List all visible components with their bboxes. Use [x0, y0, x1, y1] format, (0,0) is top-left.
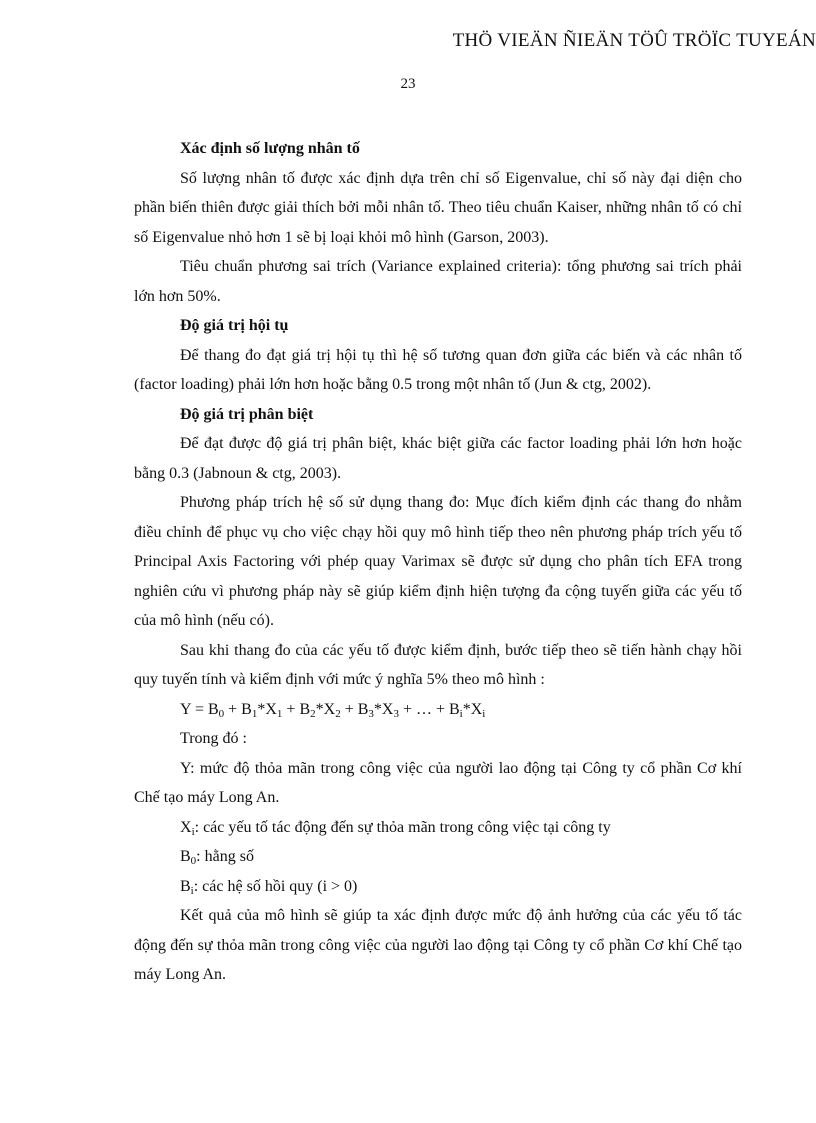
paragraph-variance-explained: Tiêu chuẩn phương sai trích (Variance explained criteria): tổng phương sai trích phải lớn hơn 50%. [134, 258, 742, 305]
definition-bi: $B_i$: các hệ số hồi quy (i > 0) [180, 877, 358, 897]
paragraph-conclusion: Kết quả của mô hình sẽ giúp ta xác định được mức độ ảnh hưởng của các yếu tố tác động đến sự thỏa mãn trong công việc của người lao động tại Công ty cổ phần Cơ khí Chế tạo máy Long An. [134, 907, 742, 983]
page-number: 23 [400, 76, 416, 92]
document-body [134, 134, 742, 990]
definition-x: $X_i$: các yếu tố tác động đến sự thỏa mãn trong công việc tại công ty [180, 818, 611, 838]
regression-formula: $Y = B_0 + B_1*X_1 + B_2*X_2 + B_3*X_3$ + … + $B_i*X_i$ [180, 700, 486, 720]
heading-discriminant-validity: Độ giá trị phân biệt [180, 405, 314, 423]
paragraph-factor-loading: Để thang đo đạt giá trị hội tụ thì hệ số tương quan đơn giữa các biến và các nhân tố (factor loading) phải lớn hơn hoặc bằng 0.5 trong một nhân tố (Jun & ctg, 2002). [134, 346, 742, 393]
paragraph-discriminant: Để đạt được độ giá trị phân biệt, khác biệt giữa các factor loading phải lớn hơn hoặc bằng 0.3 (Jabnoun & ctg, 2003). [134, 435, 742, 482]
paragraph-eigenvalue: Số lượng nhân tố được xác định dựa trên chỉ số Eigenvalue, chỉ số này đại diện cho phần biến thiên được giải thích bởi mỗi nhân tố. Theo tiêu chuẩn Kaiser, những nhân tố có chỉ số Eigenvalue nhỏ hơn 1 sẽ bị loại khỏi mô hình (Garson, 2003). [134, 169, 742, 246]
heading-number-of-factors: Xác định số lượng nhân tố [180, 140, 360, 157]
definition-y: Y: mức độ thỏa mãn trong công việc của người lao động tại Công ty cổ phần Cơ khí Chế tạo máy Long An. [134, 759, 742, 806]
paragraph-extraction-method: Phương pháp trích hệ số sử dụng thang đo: Mục đích kiểm định các thang đo nhằm điều chỉnh để phục vụ cho việc chạy hồi quy mô hình tiếp theo nên phương pháp trích yếu tố Principal Axis Factoring với phép quay Varimax sẽ được sử dụng cho phân tích EFA trong nghiên cứu vì phương pháp này sẽ giúp kiểm định hiện tượng đa cộng tuyến giữa các yếu tố của mô hình (nếu có). [134, 494, 742, 629]
heading-convergent-validity: Độ giá trị hội tụ [180, 317, 289, 334]
definition-b0: $B_0$: hằng số [180, 848, 254, 867]
definitions-intro: Trong đó : [180, 730, 247, 747]
paragraph-regression: Sau khi thang đo của các yếu tố được kiểm định, bước tiếp theo sẽ tiến hành chạy hồi quy tuyến tính và kiểm định với mức ý nghĩa 5% theo mô hình : [134, 641, 742, 688]
library-header: THÖ VIEÄN ÑIEÄN TÖÛ TRÖÏC TUYEÁN [452, 30, 816, 51]
